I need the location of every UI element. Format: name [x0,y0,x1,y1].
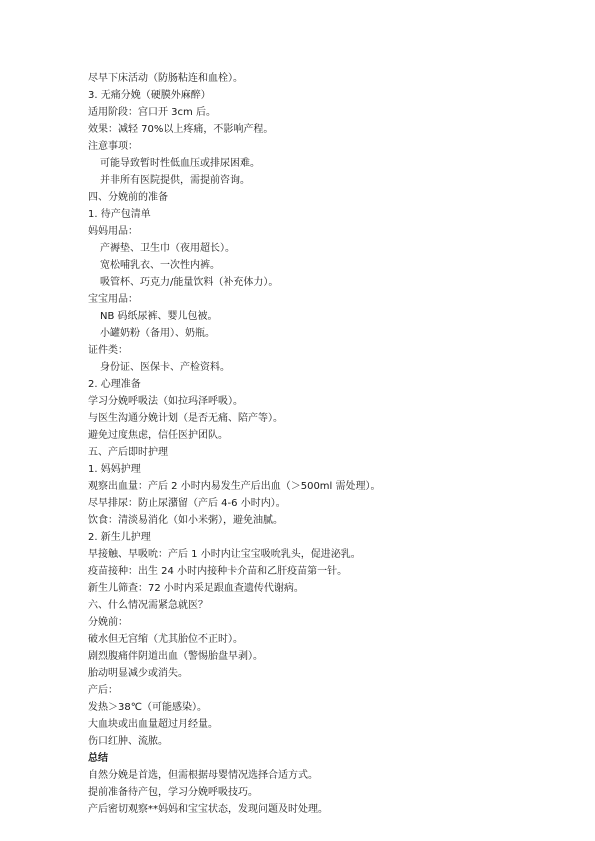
text-line: 2. 新生儿护理 [88,532,151,543]
text-line: 疫苗接种：出生 24 小时内接种卡介苗和乙肝疫苗第一针。 [88,566,348,577]
text-line: 学习分娩呼吸法（如拉玛泽呼吸）。 [88,396,243,407]
document-body [88,70,528,818]
text-line: 观察出血量：产后 2 小时内易发生产后出血（＞500ml 需处理）。 [88,481,381,492]
text-line: 大血块或出血量超过月经量。 [88,719,218,730]
text-line: 剧烈腹痛伴阴道出血（警惕胎盘早剥）。 [88,651,263,662]
text-line: 新生儿筛查：72 小时内采足跟血查遗传代谢病。 [88,583,304,594]
text-line: 2. 心理准备 [88,379,141,390]
text-line: 饮食：清淡易消化（如小米粥），避免油腻。 [88,515,283,526]
text-line: 产后： [88,685,118,696]
text-line: 宝宝用品： [88,294,138,305]
text-line: 发热＞38℃（可能感染）。 [88,702,207,713]
text-line: 3. 无痛分娩（硬膜外麻醉） [88,90,211,101]
text-line: 1. 妈妈护理 [88,464,141,475]
text-line: 四、分娩前的准备 [88,192,168,203]
text-line: 产后密切观察**妈妈和宝宝状态，发现问题及时处理。 [88,804,328,815]
text-line: 效果：减轻 70%以上疼痛，不影响产程。 [88,124,274,135]
text-line: 早接触、早吸吮：产后 1 小时内让宝宝吸吮乳头，促进泌乳。 [88,549,361,560]
text-line: 适用阶段：宫口开 3cm 后。 [88,107,216,118]
text-line: 避免过度焦虑，信任医护团队。 [88,430,228,441]
text-line: 1. 待产包清单 [88,209,151,220]
text-line: 小罐奶粉（备用）、奶瓶。 [100,328,215,339]
text-line: 尽早下床活动（防肠粘连和血栓）。 [88,73,243,84]
text-line: 伤口红肿、流脓。 [88,736,168,747]
text-line: 分娩前： [88,617,128,628]
text-line: 并非所有医院提供，需提前咨询。 [100,175,250,186]
text-line: 身份证、医保卡、产检资料。 [100,362,230,373]
text-line: 尽早排尿：防止尿潴留（产后 4-6 小时内）。 [88,498,286,509]
text-line: 可能导致暂时性低血压或排尿困难。 [100,158,260,169]
text-line: NB 码纸尿裤、婴儿包被。 [100,311,218,322]
text-line: 宽松哺乳衣、一次性内裤。 [100,260,220,271]
text-line: 与医生沟通分娩计划（是否无痛、陪产等）。 [88,413,283,424]
text-line: 五、产后即时护理 [88,447,168,458]
text-line: 胎动明显减少或消失。 [88,668,188,679]
text-line: 妈妈用品： [88,226,138,237]
text-line: 产褥垫、卫生巾（夜用超长）。 [100,243,235,254]
section-heading: 总结 [88,753,108,764]
text-line: 吸管杯、巧克力/能量饮料（补充体力）。 [100,277,279,288]
text-line: 六、什么情况需紧急就医？ [88,600,208,611]
text-line: 自然分娩是首选，但需根据母婴情况选择合适方式。 [88,770,318,781]
text-line: 破水但无宫缩（尤其胎位不正时）。 [88,634,243,645]
text-line: 注意事项： [88,141,138,152]
text-line: 提前准备待产包，学习分娩呼吸技巧。 [88,787,258,798]
text-line: 证件类： [88,345,128,356]
